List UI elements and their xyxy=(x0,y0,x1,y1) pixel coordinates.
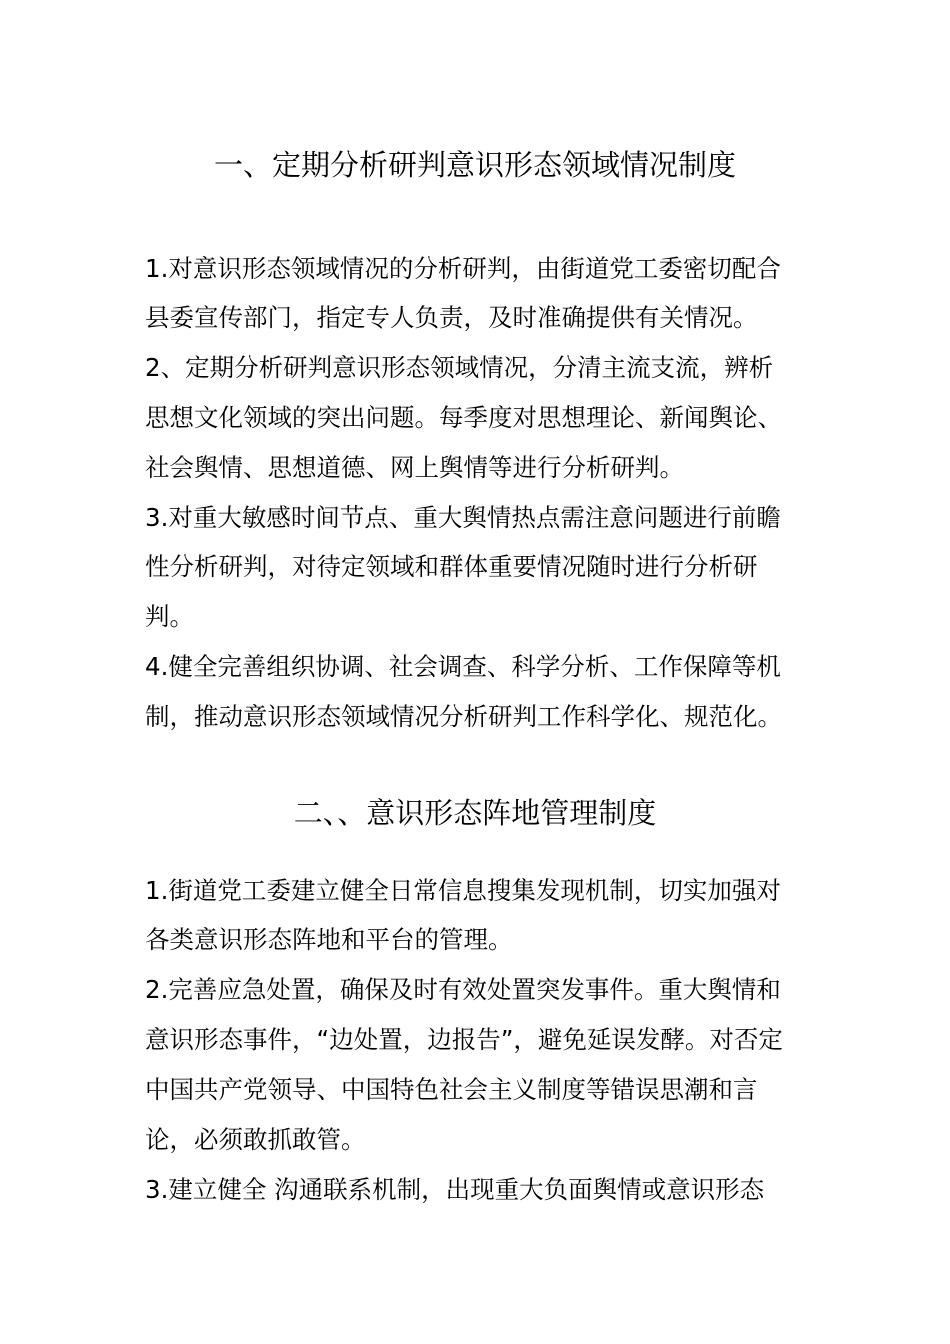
section-2-title: 二、、意识形态阵地管理制度 xyxy=(293,796,657,830)
section-2-line-4: 意识形态事件，“边处置，边报告”，避免延误发酵。对否定 xyxy=(145,1025,783,1054)
section-2-line-5: 中国共产党领导、中国特色社会主义制度等错误思潮和言 xyxy=(145,1075,758,1104)
section-1-line-10: 制，推动意识形态领域情况分析研判工作科学化、规范化。 xyxy=(145,702,782,731)
section-1-line-9: 4.健全完善组织协调、社会调查、科学分析、工作保障等机 xyxy=(145,652,781,681)
section-1-title: 一、定期分析研判意识形态领域情况制度 xyxy=(213,148,736,182)
section-1-line-6: 3.对重大敏感时间节点、重大舆情热点需注意问题进行前瞻 xyxy=(145,503,781,532)
section-1-line-2: 县委宣传部门，指定专人负责，及时准确提供有关情况。 xyxy=(145,303,758,332)
section-2-line-6: 论，必须敢抓敢管。 xyxy=(145,1125,366,1154)
section-1-line-1: 1.对意识形态领域情况的分析研判，由街道党工委密切配合 xyxy=(145,254,781,283)
section-2-line-7: 3.建立健全 沟通联系机制，出现重大负面舆情或意识形态 xyxy=(145,1175,765,1204)
section-2-line-1: 1.街道党工委建立健全日常信息搜集发现机制，切实加强对 xyxy=(145,876,781,905)
section-1-line-5: 社会舆情、思想道德、网上舆情等进行分析研判。 xyxy=(145,453,684,482)
section-1-line-4: 思想文化领域的突出问题。每季度对思想理论、新闻舆论、 xyxy=(145,403,782,432)
section-2-line-3: 2.完善应急处置，确保及时有效处置突发事件。重大舆情和 xyxy=(145,975,781,1004)
section-1-line-8: 判。 xyxy=(145,602,194,631)
section-1-line-3: 2、定期分析研判意识形态领域情况，分清主流支流，辨析 xyxy=(145,353,774,382)
section-2-line-2: 各类意识形态阵地和平台的管理。 xyxy=(145,925,513,954)
section-1-line-7: 性分析研判，对待定领域和群体重要情况随时进行分析研 xyxy=(145,552,758,581)
